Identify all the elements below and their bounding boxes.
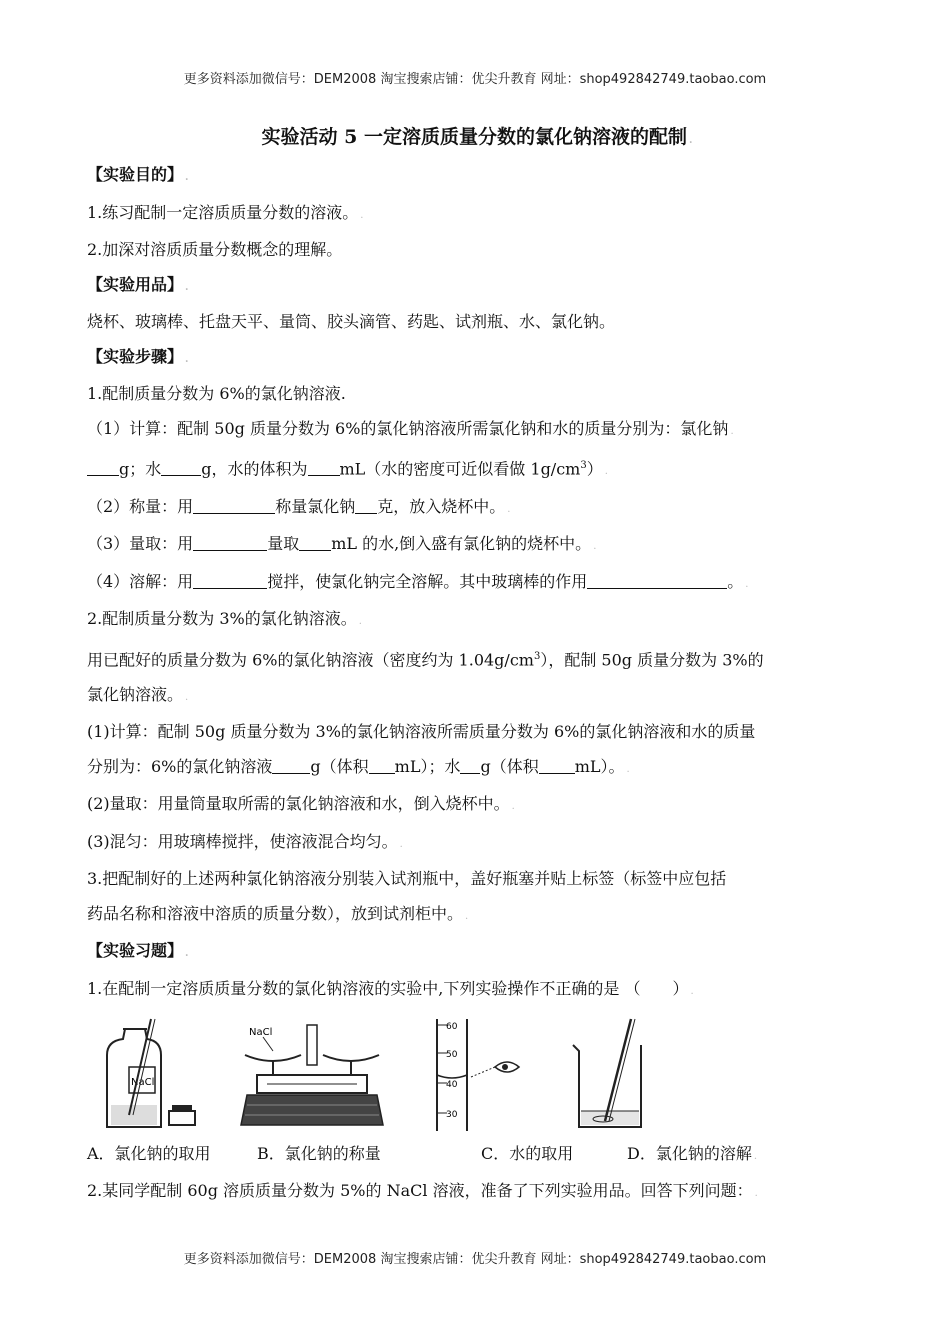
materials-list: 烧杯、玻璃棒、托盘天平、量筒、胶头滴管、药匙、试剂瓶、水、氯化钠。 <box>87 312 616 331</box>
section-steps: 【实验步骤】 . <box>87 346 189 366</box>
svg-text:30: 30 <box>446 1110 458 1121</box>
exercise2-question: 2.某同学配制 60g 溶质质量分数为 5%的 NaCl 溶液，准备了下列实验用品。回答下列问题： . <box>87 1181 758 1201</box>
step2-calc-line1: (1)计算：配制 50g 质量分数为 3%的氯化钠溶液所需质量分数为 6%的氯化钠溶液和水的质量 <box>87 722 756 742</box>
section-purpose: 【实验目的】 . <box>87 165 189 184</box>
exercise1-options: A．氯化钠的取用 B．氯化钠的称量 C．水的取用 D．氯化钠的溶解 . <box>87 1137 867 1174</box>
blank-water-mass-2[interactable] <box>460 757 480 774</box>
svg-text:40: 40 <box>446 1080 458 1091</box>
purpose-item-1: 1.练习配制一定溶质质量分数的溶液。 . <box>87 202 364 222</box>
svg-text:NaCl: NaCl <box>249 1027 273 1039</box>
exercise1-question: 1.在配制一定溶质质量分数的氯化钠溶液的实验中,下列实验操作不正确的是 （ ） . <box>87 978 694 998</box>
page-footer: 更多资料添加微信号：DEM2008 淘宝搜索店铺：优尖升教育 网址：shop492842749.taobao.com <box>183 1252 767 1267</box>
section-exercises: 【实验习题】 . <box>87 941 189 961</box>
beaker-figure <box>567 1015 667 1135</box>
step1-weigh: （2）称量：用 称量氯化钠 克，放入烧杯中。 . <box>87 496 511 516</box>
blank-nacl-mass[interactable] <box>87 459 119 476</box>
option-d[interactable]: D．氯化钠的溶解 <box>627 1144 752 1164</box>
document-body <box>87 122 867 1212</box>
step2-intro-line2: 氯化钠溶液。 . <box>87 684 189 704</box>
step1-heading: 1.配制质量分数为 6%的氯化钠溶液. <box>87 384 346 403</box>
option-a[interactable]: A．氯化钠的取用 <box>87 1144 211 1164</box>
step1-measure: （3）量取：用 量取 mL 的水,倒入盛有氯化钠的烧杯中。 . <box>87 534 597 554</box>
cylinder-figure <box>417 1015 537 1135</box>
step3-line2: 药品名称和溶液中溶质的质量分数），放到试剂柜中。 . <box>87 903 469 923</box>
exercise1-figures <box>87 1015 867 1135</box>
blank-weigh-grams[interactable] <box>355 497 377 514</box>
page-header: 更多资料添加微信号：DEM2008 淘宝搜索店铺：优尖升教育 网址：shop492842749.taobao.com <box>183 72 767 87</box>
step2-intro-line1: 用已配好的质量分数为 6%的氯化钠溶液（密度约为 $1.04g/cm^3$），配制 50g 质量分数为 3%的 <box>87 650 764 670</box>
reagent-bottle-figure <box>93 1015 203 1135</box>
blank-water-volume[interactable] <box>308 459 340 476</box>
step2-heading: 2.配制质量分数为 3%的氯化钠溶液。 . <box>87 609 362 629</box>
blank-water-mass[interactable] <box>161 459 201 476</box>
blank-water-volume-2[interactable] <box>539 757 575 774</box>
step1-calc-line1: （1）计算：配制 50g 质量分数为 6%的氯化钠溶液所需氯化钠和水的质量分别为：氯化钠 . <box>87 418 734 438</box>
page-title: 实验活动 5 一定溶质质量分数的氯化钠溶液的配制 . <box>261 126 693 148</box>
blank-dissolve-tool[interactable] <box>193 572 267 589</box>
option-c[interactable]: C．水的取用 <box>481 1144 574 1164</box>
option-b[interactable]: B．氯化钠的称量 <box>257 1144 381 1164</box>
blank-rod-function[interactable] <box>587 572 727 589</box>
step2-mix: (3)混匀：用玻璃棒搅拌，使溶液混合均匀。 . <box>87 831 403 851</box>
blank-solution-mass[interactable] <box>272 757 310 774</box>
section-materials: 【实验用品】 . <box>87 274 189 294</box>
svg-text:50: 50 <box>446 1050 458 1061</box>
blank-measure-tool[interactable] <box>193 534 267 551</box>
step2-calc-line2: 分别为：6%的氯化钠溶液 g（体积 mL）；水 g（体积 mL）。 . <box>87 756 630 776</box>
blank-measure-ml[interactable] <box>299 534 331 551</box>
balance-figure <box>237 1015 387 1135</box>
step2-measure: (2)量取：用量筒量取所需的氯化钠溶液和水，倒入烧杯中。 . <box>87 794 515 814</box>
purpose-item-2: 2.加深对溶质质量分数概念的理解。 <box>87 240 343 259</box>
step1-calc-line2: g；水 g，水的体积为 mL（水的密度可近似看做 $1g/cm^3$） . <box>87 449 867 490</box>
blank-solution-volume[interactable] <box>369 757 395 774</box>
step3-line1: 3.把配制好的上述两种氯化钠溶液分别装入试剂瓶中，盖好瓶塞并贴上标签（标签中应包括 <box>87 869 727 889</box>
svg-text:60: 60 <box>446 1022 458 1033</box>
step1-dissolve: （4）溶解：用 搅拌，使氯化钠完全溶解。其中玻璃棒的作用 。 . <box>87 571 749 591</box>
svg-text:NaCl: NaCl <box>131 1077 155 1089</box>
blank-weigh-tool[interactable] <box>193 497 275 514</box>
